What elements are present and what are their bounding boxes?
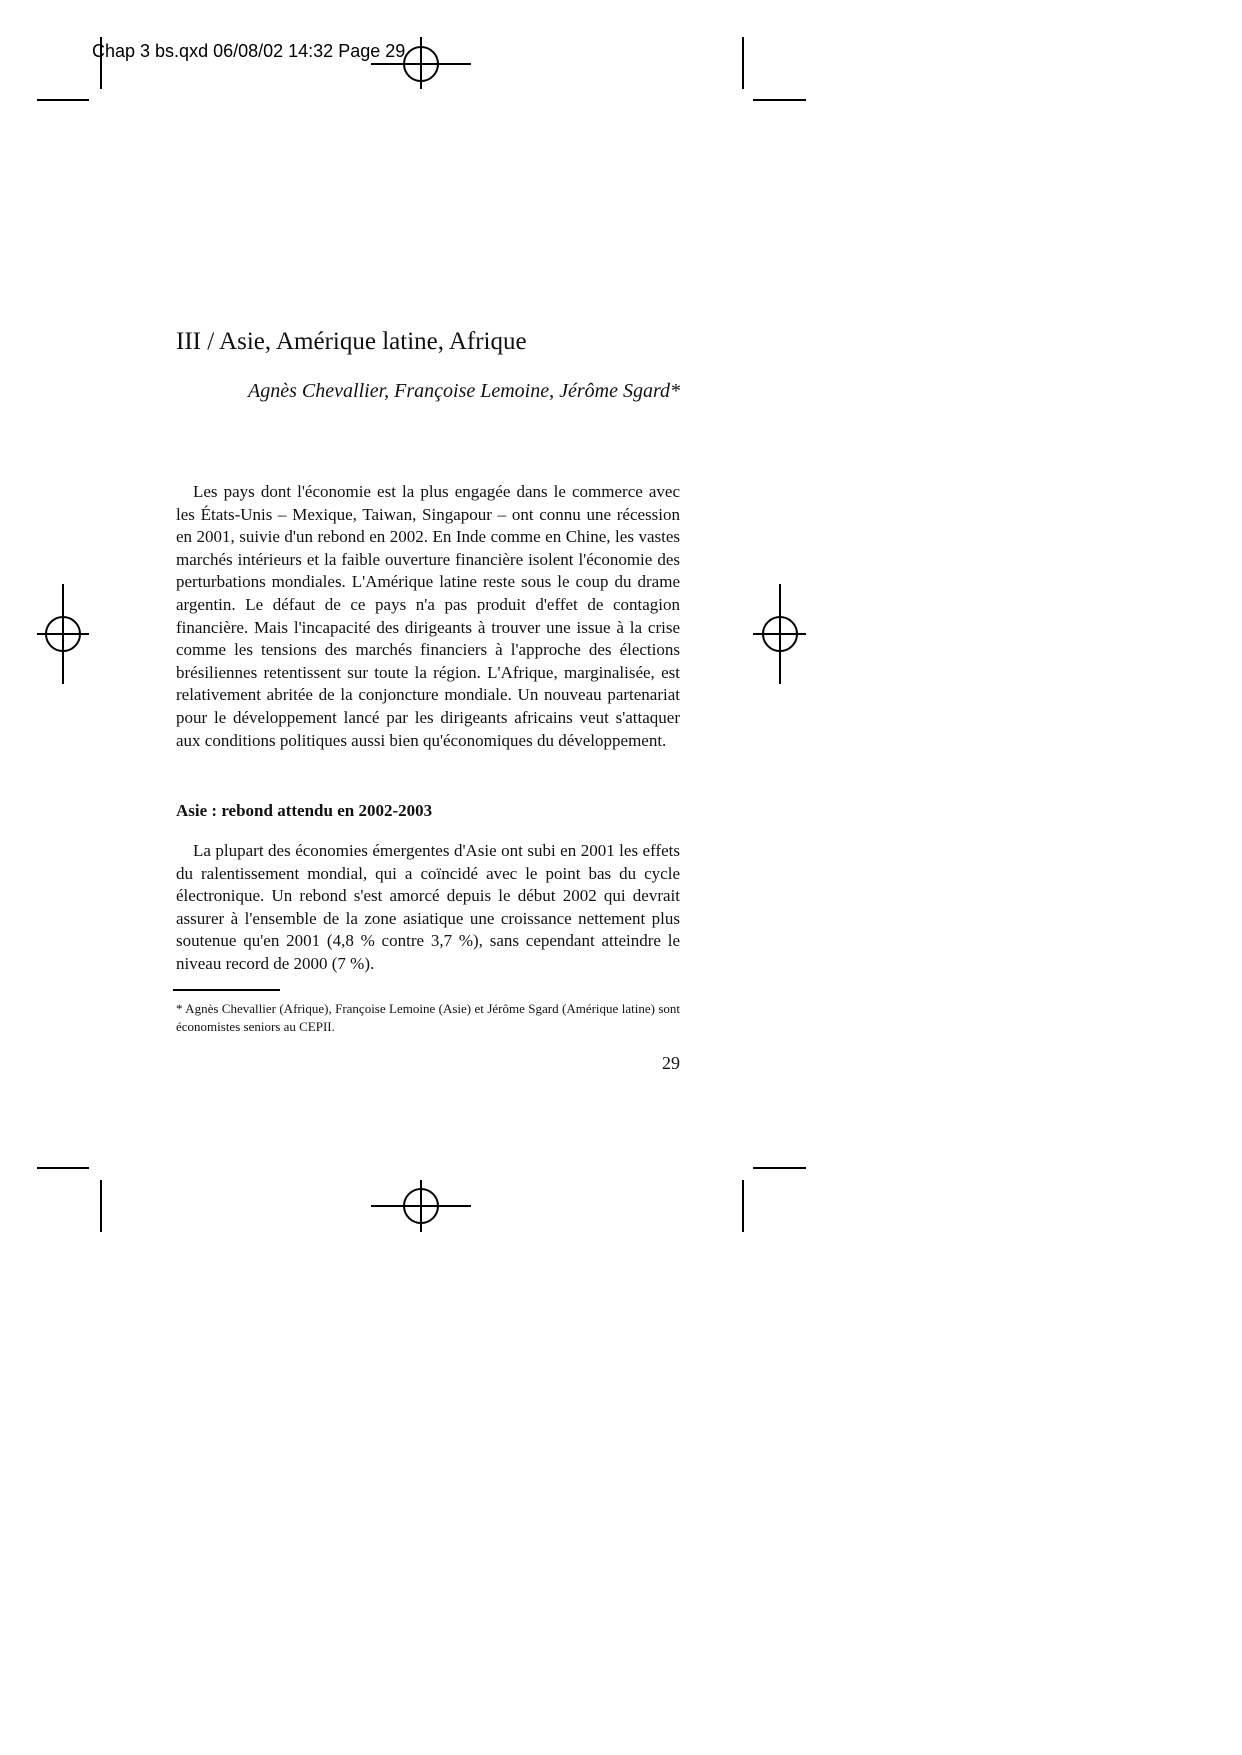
registration-mark-right [753,584,806,684]
crop-mark-bottom-right [743,1168,806,1232]
footnote: * Agnès Chevallier (Afrique), Françoise Lemoine (Asie) et Jérôme Sgard (Amérique latine) sont économistes seniors au CEPII. [176,1001,680,1034]
crop-mark-top-right [743,37,806,100]
intro-paragraph: Les pays dont l'économie est la plus engagée dans le commerce avec les États-Unis – Mexique, Taiwan, Singapour – ont connu une récession en 2001, suivie d'un rebond en 2002. En Inde comme en Chine, les vastes marchés intérieurs et la faible ouverture financière isolent l'économie des perturbations mondiales. L'Amérique latine reste sous le coup du drame argentin. Le défaut de ce pays n'a pas produit d'effet de contagion financière. Mais l'incapacité des dirigeants à trouver une issue à la crise comme les tensions des marchés financiers à l'approche des élections brésiliennes retentissent sur toute la région. L'Afrique, marginalisée, est relativement abritée de la conjoncture mondiale. Un nouveau partenariat pour le développement lancé par les dirigeants africains veut s'attaquer aux conditions politiques aussi bien qu'économiques du développement. [176,482,680,750]
page-number: 29 [662,1053,680,1073]
section-heading: Asie : rebond attendu en 2002-2003 [176,801,433,820]
crop-mark-bottom-left [37,1168,101,1232]
chapter-title: III / Asie, Amérique latine, Afrique [176,328,527,355]
chapter-authors: Agnès Chevallier, Françoise Lemoine, Jérôme Sgard* [248,380,680,402]
print-slug: Chap 3 bs.qxd 06/08/02 14:32 Page 29 [92,41,406,61]
footnote-rule [173,989,280,991]
registration-mark-left [37,584,89,684]
registration-mark-bottom [371,1180,471,1232]
section-paragraph: La plupart des économies émergentes d'Asie ont subi en 2001 les effets du ralentissement mondial, qui a coïncidé avec le point bas du cycle électronique. Un rebond s'est amorcé depuis le début 2002 qui devrait assurer à l'ensemble de la zone asiatique une croissance nettement plus soutenue qu'en 2001 (4,8 % contre 3,7 %), sans cependant atteindre le niveau record de 2000 (7 %). [176,841,680,973]
